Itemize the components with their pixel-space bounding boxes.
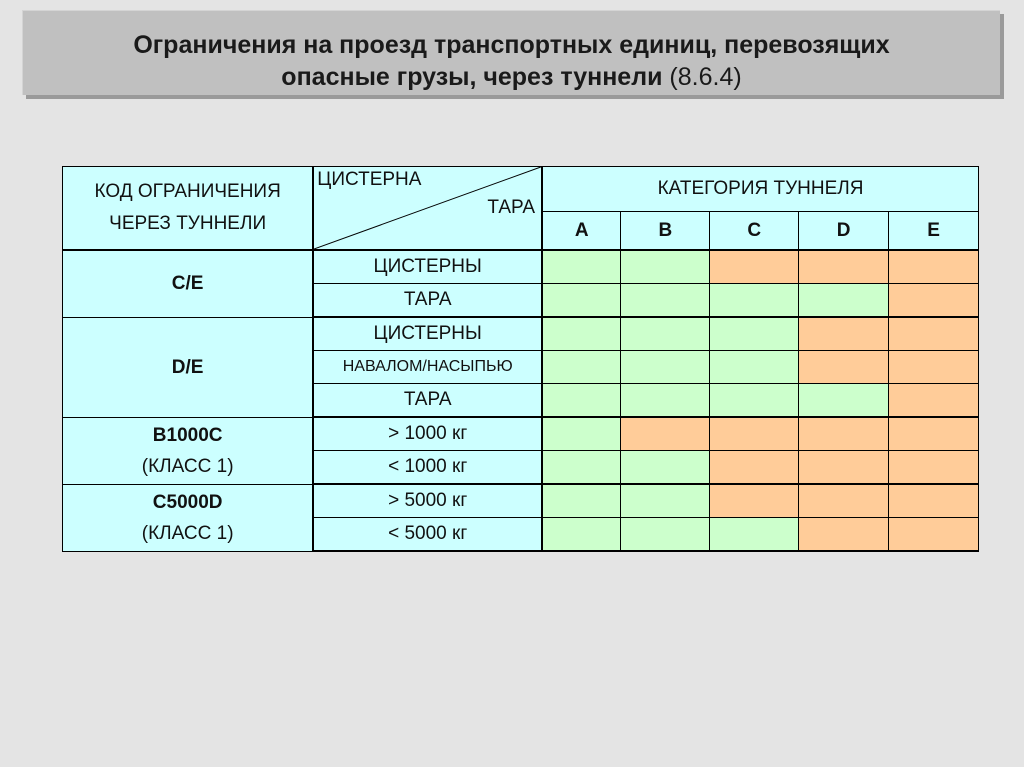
category-b: B (621, 212, 710, 251)
status-cell-e-prohibited (889, 250, 979, 284)
category-d: D (799, 212, 889, 251)
status-cell-a-allowed (542, 384, 621, 418)
status-cell-b-allowed (621, 518, 710, 552)
title-reference: (8.6.4) (669, 63, 742, 91)
transport-type-label: > 1000 кг (313, 417, 542, 451)
status-cell-e-prohibited (889, 484, 979, 518)
status-cell-e-prohibited (889, 351, 979, 384)
code-header-line-2: ЧЕРЕЗ ТУННЕЛИ (109, 213, 267, 234)
restriction-code-class: (КЛАСС 1) (141, 522, 234, 544)
title-line-1: Ограничения на проезд транспортных единиц, перевозящих (133, 31, 890, 59)
status-cell-e-prohibited (889, 384, 979, 418)
status-cell-d-allowed (799, 384, 889, 418)
table-row (63, 484, 979, 518)
restriction-code-cell (63, 417, 314, 484)
title-line-2-text: опасные грузы, через туннели (281, 63, 663, 91)
status-cell-a-allowed (542, 417, 621, 451)
transport-type-label: ЦИСТЕРНЫ (313, 250, 542, 284)
table-row (63, 417, 979, 451)
status-cell-d-prohibited (799, 351, 889, 384)
restriction-code-cell (63, 250, 314, 317)
category-header: КАТЕГОРИЯ ТУННЕЛЯ (542, 167, 978, 212)
restriction-code: B1000C (152, 424, 223, 446)
status-cell-c-allowed (710, 317, 799, 351)
status-cell-c-allowed (710, 384, 799, 418)
diagonal-bottom-label: ТАРА (487, 197, 536, 218)
category-e: E (889, 212, 979, 251)
restriction-code: C/E (171, 273, 204, 295)
category-c: C (710, 212, 799, 251)
status-cell-d-prohibited (799, 518, 889, 552)
status-cell-e-prohibited (889, 417, 979, 451)
status-cell-c-allowed (710, 351, 799, 384)
category-a: A (542, 212, 621, 251)
status-cell-d-allowed (799, 284, 889, 318)
status-cell-a-allowed (542, 484, 621, 518)
restriction-code-class: (КЛАСС 1) (141, 455, 234, 477)
status-cell-e-prohibited (889, 317, 979, 351)
status-cell-a-allowed (542, 250, 621, 284)
restriction-code: C5000D (152, 491, 223, 513)
status-cell-d-prohibited (799, 250, 889, 284)
status-cell-b-allowed (621, 250, 710, 284)
status-cell-b-allowed (621, 384, 710, 418)
restriction-code: D/E (171, 356, 204, 378)
status-cell-c-prohibited (710, 250, 799, 284)
transport-type-label: ЦИСТЕРНЫ (313, 317, 542, 351)
status-cell-b-allowed (621, 317, 710, 351)
transport-type-label: > 5000 кг (313, 484, 542, 518)
status-cell-c-allowed (710, 518, 799, 552)
status-cell-a-allowed (542, 284, 621, 318)
status-cell-a-allowed (542, 451, 621, 485)
restriction-code-cell (63, 317, 314, 417)
tunnel-restriction-table (62, 166, 979, 552)
transport-type-label: < 5000 кг (313, 518, 542, 552)
status-cell-c-prohibited (710, 484, 799, 518)
status-cell-b-allowed (621, 451, 710, 485)
title-banner (22, 10, 1000, 95)
status-cell-a-allowed (542, 351, 621, 384)
status-cell-e-prohibited (889, 518, 979, 552)
code-header-line-1: КОД ОГРАНИЧЕНИЯ (94, 181, 281, 202)
status-cell-b-allowed (621, 484, 710, 518)
transport-type-label: ТАРА (313, 284, 542, 318)
status-cell-b-allowed (621, 284, 710, 318)
code-header (63, 167, 314, 251)
status-cell-e-prohibited (889, 284, 979, 318)
table-row (63, 250, 979, 284)
status-cell-d-prohibited (799, 317, 889, 351)
status-cell-a-allowed (542, 518, 621, 552)
status-cell-c-allowed (710, 284, 799, 318)
status-cell-e-prohibited (889, 451, 979, 485)
status-cell-c-prohibited (710, 417, 799, 451)
diagonal-top-label: ЦИСТЕРНА (317, 169, 422, 190)
status-cell-d-prohibited (799, 451, 889, 485)
status-cell-a-allowed (542, 317, 621, 351)
transport-type-label: НАВАЛОМ/НАСЫПЬЮ (313, 351, 542, 384)
restriction-code-cell (63, 484, 314, 551)
status-cell-b-allowed (621, 351, 710, 384)
diagonal-header (313, 167, 542, 251)
status-cell-d-prohibited (799, 484, 889, 518)
status-cell-c-prohibited (710, 451, 799, 485)
status-cell-b-prohibited (621, 417, 710, 451)
transport-type-label: < 1000 кг (313, 451, 542, 485)
transport-type-label: ТАРА (313, 384, 542, 418)
status-cell-d-prohibited (799, 417, 889, 451)
title-line-2 (23, 61, 1000, 93)
table-row (63, 317, 979, 351)
